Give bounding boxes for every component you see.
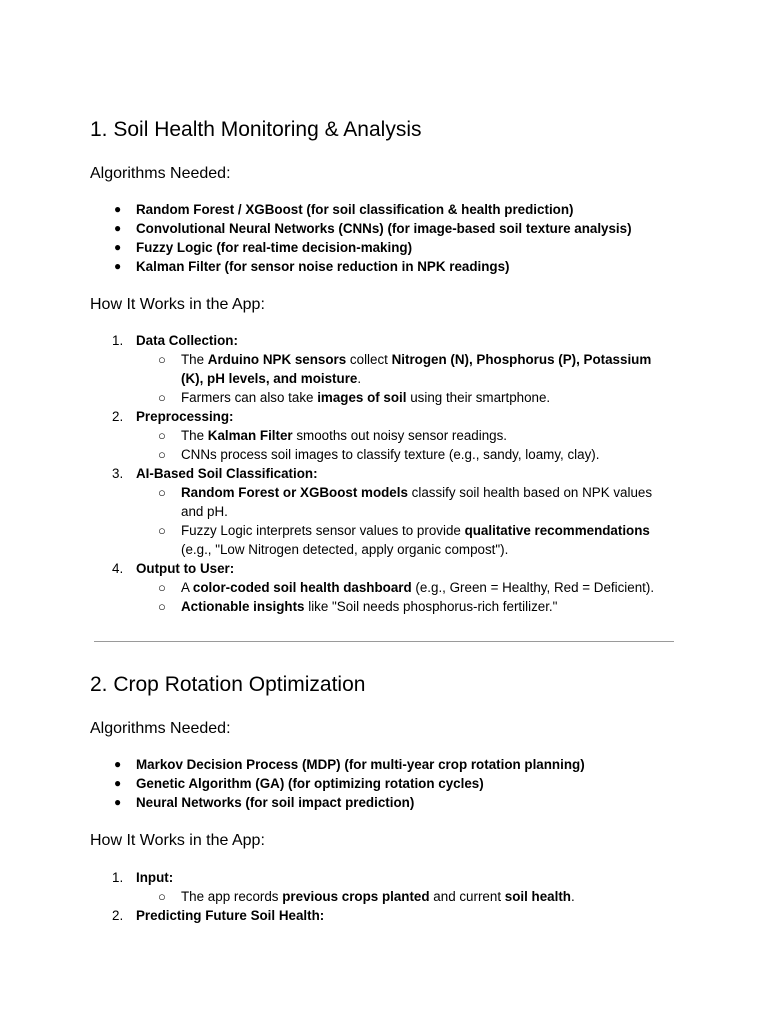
sub-bullet-icon: ○	[158, 485, 166, 500]
sub-bullet-icon: ○	[158, 580, 166, 595]
list-item: ● Genetic Algorithm (GA) (for optimizing rotation cycles)	[114, 776, 484, 791]
bullet-icon: ●	[114, 795, 122, 809]
step-title: Preprocessing:	[136, 409, 234, 424]
step-title: Input:	[136, 870, 174, 885]
bullet-icon: ●	[114, 240, 122, 254]
sub-list-item: ○ The Kalman Filter smooths out noisy sensor readings.	[158, 428, 508, 443]
step-item: 3. AI-Based Soil Classification: ○ Random Forest or XGBoost models classify soil health based on NPK values and pH. ○ Fuzzy Logic interprets sensor values to provide qualitative recommendations (e.g., "Low Nitrogen detected, apply organic compost").	[0, 464, 768, 559]
bullet-icon: ●	[114, 202, 122, 216]
section-1-steps	[0, 331, 768, 616]
step-item: 1. Input: ○ The app records previous crops planted and current soil health.	[0, 868, 667, 906]
sub-bullet-icon: ○	[158, 428, 166, 443]
section-2-steps	[0, 868, 667, 925]
section-1-how-heading: How It Works in the App:	[90, 296, 265, 313]
list-item: ● Markov Decision Process (MDP) (for multi-year crop rotation planning)	[114, 757, 585, 772]
bullet-icon: ●	[114, 259, 122, 273]
sub-list-item: ○ CNNs process soil images to classify texture (e.g., sandy, loamy, clay).	[158, 447, 600, 462]
step-title: Output to User:	[136, 561, 235, 576]
section-1-algorithms-heading: Algorithms Needed:	[90, 165, 231, 182]
sub-list-item: ○ Random Forest or XGBoost models classify soil health based on NPK values and pH.	[158, 485, 653, 519]
sub-list-item: ○ The Arduino NPK sensors collect Nitrogen (N), Phosphorus (P), Potassium (K), pH levels, and moisture.	[158, 352, 652, 386]
section-divider	[94, 641, 674, 642]
sub-list-item: ○ Fuzzy Logic interprets sensor values to provide qualitative recommendations (e.g., "Low Nitrogen detected, apply organic compost").	[158, 523, 650, 557]
section-1-algorithms-list	[0, 200, 632, 276]
bullet-icon: ●	[114, 757, 122, 771]
sub-bullet-icon: ○	[158, 352, 166, 367]
step-title: Predicting Future Soil Health:	[136, 908, 325, 923]
section-2-title: 2. Crop Rotation Optimization	[90, 673, 366, 696]
bullet-icon: ●	[114, 221, 122, 235]
step-item: 2. Predicting Future Soil Health:	[112, 908, 325, 923]
sub-bullet-icon: ○	[158, 390, 166, 405]
section-2-algorithms-heading: Algorithms Needed:	[90, 720, 231, 737]
bullet-icon: ●	[114, 776, 122, 790]
sub-bullet-icon: ○	[158, 523, 166, 538]
section-2-how-heading: How It Works in the App:	[90, 832, 265, 849]
step-item: 1. Data Collection: ○ The Arduino NPK sensors collect Nitrogen (N), Phosphorus (P), Potassium (K), pH levels, and moisture. ○ Farmers can also take images of soil using their smartphone.	[0, 331, 768, 407]
list-item: ● Random Forest / XGBoost (for soil classification & health prediction)	[114, 202, 574, 217]
sub-list-item: ○ A color-coded soil health dashboard (e.g., Green = Healthy, Red = Deficient).	[158, 580, 655, 595]
sub-list-item: ○ Actionable insights like "Soil needs phosphorus-rich fertilizer."	[158, 599, 558, 614]
sub-bullet-icon: ○	[158, 599, 166, 614]
step-title: Data Collection:	[136, 333, 238, 348]
list-item: ● Fuzzy Logic (for real-time decision-making)	[114, 240, 413, 255]
step-item: 4. Output to User: ○ A color-coded soil health dashboard (e.g., Green = Healthy, Red = Deficient). ○ Actionable insights like "Soil needs phosphorus-rich fertilizer."	[0, 559, 768, 616]
sub-bullet-icon: ○	[158, 447, 166, 462]
list-item: ● Convolutional Neural Networks (CNNs) (for image-based soil texture analysis)	[114, 221, 632, 236]
sub-list-item: ○ The app records previous crops planted and current soil health.	[158, 889, 575, 904]
section-2-algorithms-list	[0, 755, 585, 812]
sub-list-item: ○ Farmers can also take images of soil using their smartphone.	[158, 390, 551, 405]
list-item: ● Neural Networks (for soil impact prediction)	[114, 795, 415, 810]
step-title: AI-Based Soil Classification:	[136, 466, 318, 481]
step-item: 2. Preprocessing: ○ The Kalman Filter smooths out noisy sensor readings. ○ CNNs process soil images to classify texture (e.g., sandy, loamy, clay).	[0, 407, 768, 464]
section-1-title: 1. Soil Health Monitoring & Analysis	[90, 118, 422, 141]
sub-bullet-icon: ○	[158, 889, 166, 904]
list-item: ● Kalman Filter (for sensor noise reduction in NPK readings)	[114, 259, 510, 274]
